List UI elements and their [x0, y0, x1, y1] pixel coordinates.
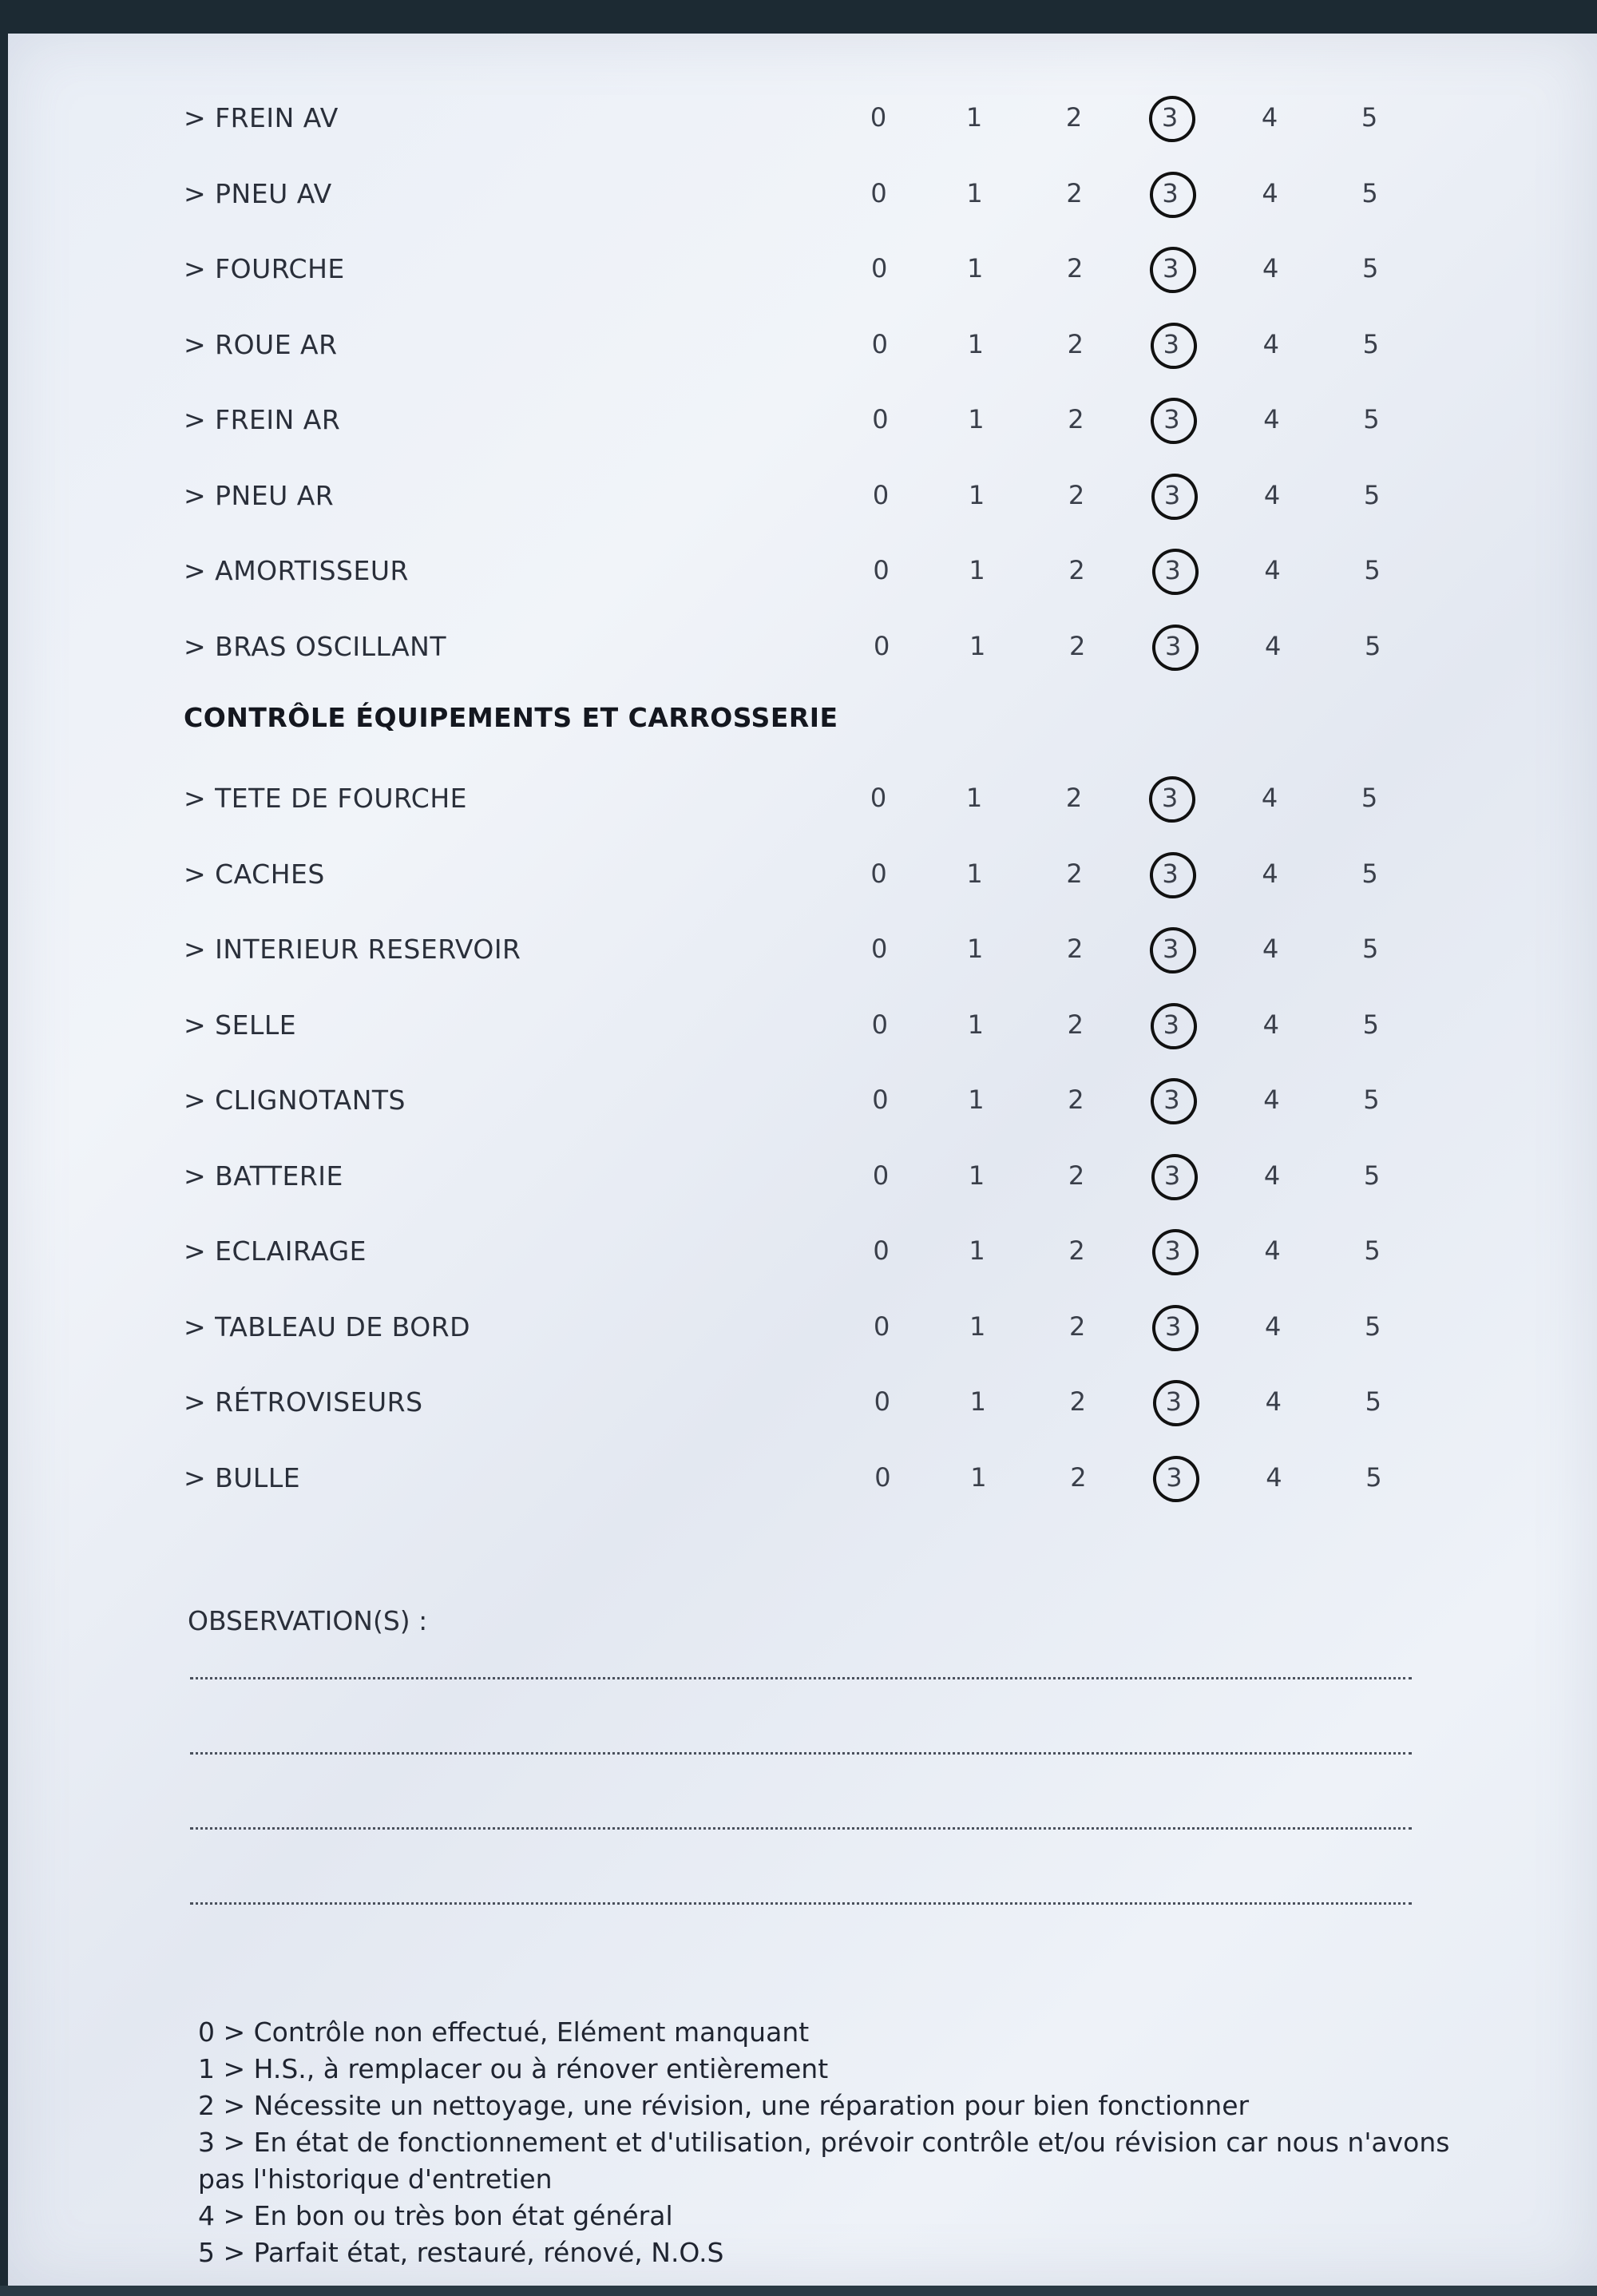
score-option-4[interactable]: 4	[1261, 783, 1278, 813]
score-option-2[interactable]: 2	[1066, 177, 1083, 208]
score-option-5[interactable]: 5	[1363, 479, 1381, 510]
score-option-1[interactable]: 1	[967, 253, 984, 284]
score-option-3[interactable]: 3	[1149, 555, 1197, 585]
checklist-row	[8, 778, 1597, 826]
score-option-5[interactable]: 5	[1363, 1160, 1381, 1191]
score-option-4[interactable]: 4	[1264, 555, 1281, 585]
item-label: > AMORTISSEUR	[184, 555, 409, 586]
score-option-2[interactable]: 2	[1066, 858, 1083, 889]
score-option-4[interactable]: 4	[1262, 177, 1278, 208]
score-option-3[interactable]: 3	[1147, 329, 1195, 359]
checklist-row	[8, 324, 1597, 372]
score-option-0[interactable]: 0	[872, 479, 890, 510]
observation-line[interactable]	[190, 1902, 1412, 1905]
checklist-row	[8, 1080, 1597, 1128]
score-option-1[interactable]: 1	[969, 1235, 985, 1266]
item-label: > BULLE	[184, 1461, 301, 1493]
score-option-3[interactable]: 3	[1149, 1235, 1197, 1266]
score-option-1[interactable]: 1	[968, 404, 985, 434]
score-option-5[interactable]: 5	[1365, 630, 1381, 661]
score-option-5[interactable]: 5	[1362, 253, 1379, 284]
section-title-equipment: CONTRÔLE ÉQUIPEMENTS ET CARROSSERIE	[184, 702, 838, 733]
legend-item: 1 > H.S., à remplacer ou à rénover entièrement	[198, 2053, 829, 2084]
score-option-5[interactable]: 5	[1362, 328, 1379, 359]
score-option-0[interactable]: 0	[870, 102, 887, 133]
score-option-3[interactable]: 3	[1147, 253, 1195, 284]
item-label: > BATTERIE	[184, 1160, 343, 1192]
checklist-sheet	[8, 34, 1597, 2286]
score-option-0[interactable]: 0	[874, 630, 890, 661]
score-option-1[interactable]: 1	[969, 1386, 986, 1417]
score-option-1[interactable]: 1	[965, 102, 983, 133]
score-option-1[interactable]: 1	[968, 1160, 985, 1191]
score-option-2[interactable]: 2	[1067, 253, 1084, 284]
score-option-4[interactable]: 4	[1261, 102, 1278, 133]
item-label: > BRAS OSCILLANT	[184, 630, 447, 662]
score-option-5[interactable]: 5	[1364, 1235, 1381, 1266]
score-option-4[interactable]: 4	[1265, 630, 1282, 661]
score-option-1[interactable]: 1	[968, 1085, 985, 1115]
score-option-2[interactable]: 2	[1069, 1386, 1086, 1417]
score-option-2[interactable]: 2	[1068, 404, 1084, 434]
score-option-5[interactable]: 5	[1362, 934, 1379, 964]
score-option-0[interactable]: 0	[873, 1235, 890, 1266]
item-label: > TABLEAU DE BORD	[184, 1311, 471, 1342]
checklist-row	[8, 626, 1597, 674]
score-option-1[interactable]: 1	[967, 1009, 984, 1040]
score-option-1[interactable]: 1	[967, 328, 984, 359]
checklist-row	[8, 97, 1597, 145]
score-option-3[interactable]: 3	[1150, 1462, 1198, 1493]
item-label: > FOURCHE	[184, 253, 345, 284]
score-option-2[interactable]: 2	[1065, 102, 1083, 133]
score-option-1[interactable]: 1	[969, 630, 986, 661]
score-option-2[interactable]: 2	[1067, 328, 1084, 359]
score-option-1[interactable]: 1	[967, 934, 984, 964]
score-option-0[interactable]: 0	[870, 858, 887, 889]
score-option-2[interactable]: 2	[1068, 1160, 1085, 1191]
score-option-5[interactable]: 5	[1363, 404, 1380, 434]
score-option-0[interactable]: 0	[870, 177, 887, 208]
score-option-2[interactable]: 2	[1065, 783, 1083, 813]
item-label: > PNEU AR	[184, 479, 335, 511]
score-option-5[interactable]: 5	[1362, 1009, 1379, 1040]
score-option-4[interactable]: 4	[1265, 1311, 1282, 1342]
score-option-3[interactable]: 3	[1147, 178, 1195, 208]
item-label: > TETE DE FOURCHE	[184, 783, 467, 814]
score-option-0[interactable]: 0	[874, 1461, 891, 1493]
item-label: > FREIN AR	[184, 404, 341, 435]
score-option-2[interactable]: 2	[1068, 479, 1085, 510]
score-option-4[interactable]: 4	[1262, 1009, 1279, 1040]
checklist-row	[8, 1307, 1597, 1354]
score-option-4[interactable]: 4	[1263, 404, 1280, 434]
score-option-5[interactable]: 5	[1365, 1386, 1381, 1417]
checklist-row	[8, 1005, 1597, 1053]
score-option-5[interactable]: 5	[1361, 102, 1378, 133]
checklist-row	[8, 854, 1597, 902]
score-option-3[interactable]: 3	[1147, 1085, 1195, 1115]
score-option-5[interactable]: 5	[1361, 177, 1378, 208]
score-option-2[interactable]: 2	[1067, 934, 1084, 964]
score-option-4[interactable]: 4	[1265, 1386, 1282, 1417]
score-option-3[interactable]: 3	[1148, 480, 1196, 510]
item-label: > RÉTROVISEURS	[184, 1386, 423, 1418]
score-option-3[interactable]: 3	[1146, 783, 1194, 813]
score-option-0[interactable]: 0	[871, 328, 888, 359]
checklist-row	[8, 475, 1597, 523]
score-option-0[interactable]: 0	[873, 555, 890, 585]
score-option-2[interactable]: 2	[1070, 1461, 1087, 1493]
legend-item: 5 > Parfait état, restauré, rénové, N.O.S	[198, 2237, 724, 2268]
score-option-3[interactable]: 3	[1150, 1386, 1198, 1417]
item-label: > SELLE	[184, 1009, 297, 1041]
score-option-1[interactable]: 1	[970, 1461, 987, 1493]
score-option-1[interactable]: 1	[969, 1311, 986, 1342]
legend-item: 3 > En état de fonctionnement et d'utilisation, prévoir contrôle et/ou révision car nous n'avons pas l'historique d'entretien	[198, 2127, 1450, 2195]
score-option-4[interactable]: 4	[1262, 934, 1279, 964]
score-option-4[interactable]: 4	[1263, 1160, 1281, 1191]
score-option-3[interactable]: 3	[1149, 1311, 1197, 1342]
legend-item: 0 > Contrôle non effectué, Elément manquant	[198, 2016, 810, 2048]
checklist-row	[8, 929, 1597, 977]
score-option-0[interactable]: 0	[871, 253, 888, 284]
item-label: > ECLAIRAGE	[184, 1235, 367, 1267]
background-edge	[0, 2286, 1597, 2296]
score-option-3[interactable]: 3	[1148, 1160, 1196, 1191]
checklist-row	[8, 1231, 1597, 1279]
score-option-1[interactable]: 1	[965, 783, 983, 813]
score-option-4[interactable]: 4	[1264, 1235, 1281, 1266]
score-option-1[interactable]: 1	[968, 479, 985, 510]
score-option-0[interactable]: 0	[870, 783, 887, 813]
observation-line[interactable]	[190, 1752, 1412, 1755]
score-option-0[interactable]: 0	[874, 1386, 890, 1417]
score-option-4[interactable]: 4	[1262, 253, 1279, 284]
checklist-row	[8, 173, 1597, 221]
score-option-0[interactable]: 0	[874, 1311, 890, 1342]
score-option-1[interactable]: 1	[966, 858, 983, 889]
score-option-0[interactable]: 0	[872, 404, 889, 434]
item-label: > ROUE AR	[184, 328, 338, 360]
score-option-3[interactable]: 3	[1149, 631, 1197, 661]
score-option-1[interactable]: 1	[969, 555, 985, 585]
score-option-2[interactable]: 2	[1068, 1235, 1085, 1266]
score-option-0[interactable]: 0	[872, 1160, 890, 1191]
observations-title: OBSERVATION(S) :	[188, 1605, 428, 1636]
score-option-5[interactable]: 5	[1361, 858, 1378, 889]
score-option-4[interactable]: 4	[1263, 479, 1281, 510]
score-option-5[interactable]: 5	[1365, 1311, 1381, 1342]
item-label: > INTERIEUR RESERVOIR	[184, 934, 521, 965]
legend-item: 2 > Nécessite un nettoyage, une révision, une réparation pour bien fonctionner	[198, 2090, 1250, 2121]
observation-line[interactable]	[190, 1677, 1412, 1679]
score-option-5[interactable]: 5	[1364, 555, 1381, 585]
checklist-row	[8, 1457, 1597, 1505]
item-label: > FREIN AV	[184, 102, 339, 133]
legend-item: 4 > En bon ou très bon état général	[198, 2200, 673, 2231]
score-option-4[interactable]: 4	[1262, 328, 1279, 359]
score-option-3[interactable]: 3	[1146, 102, 1194, 133]
score-option-5[interactable]: 5	[1361, 783, 1378, 813]
score-option-5[interactable]: 5	[1365, 1461, 1382, 1493]
score-option-0[interactable]: 0	[872, 1085, 889, 1115]
score-option-2[interactable]: 2	[1069, 630, 1086, 661]
item-label: > PNEU AV	[184, 177, 332, 209]
checklist-row	[8, 1156, 1597, 1204]
score-option-0[interactable]: 0	[871, 934, 888, 964]
score-option-4[interactable]: 4	[1266, 1461, 1282, 1493]
score-option-2[interactable]: 2	[1069, 1311, 1086, 1342]
score-option-3[interactable]: 3	[1147, 859, 1195, 889]
score-option-2[interactable]: 2	[1067, 1009, 1084, 1040]
item-label: > CACHES	[184, 858, 325, 890]
score-option-2[interactable]: 2	[1068, 1085, 1084, 1115]
rating-legend	[198, 2014, 1460, 2271]
score-option-3[interactable]: 3	[1147, 1009, 1195, 1040]
score-option-5[interactable]: 5	[1363, 1085, 1380, 1115]
checklist-row	[8, 1382, 1597, 1430]
checklist-row	[8, 248, 1597, 296]
score-option-1[interactable]: 1	[966, 177, 983, 208]
item-label: > CLIGNOTANTS	[184, 1085, 406, 1116]
observation-line[interactable]	[190, 1827, 1412, 1830]
score-option-4[interactable]: 4	[1263, 1085, 1280, 1115]
score-option-3[interactable]: 3	[1147, 934, 1195, 964]
score-option-2[interactable]: 2	[1068, 555, 1085, 585]
score-option-0[interactable]: 0	[871, 1009, 888, 1040]
score-option-3[interactable]: 3	[1147, 404, 1195, 434]
score-option-4[interactable]: 4	[1262, 858, 1278, 889]
checklist-row	[8, 399, 1597, 447]
checklist-row	[8, 550, 1597, 598]
